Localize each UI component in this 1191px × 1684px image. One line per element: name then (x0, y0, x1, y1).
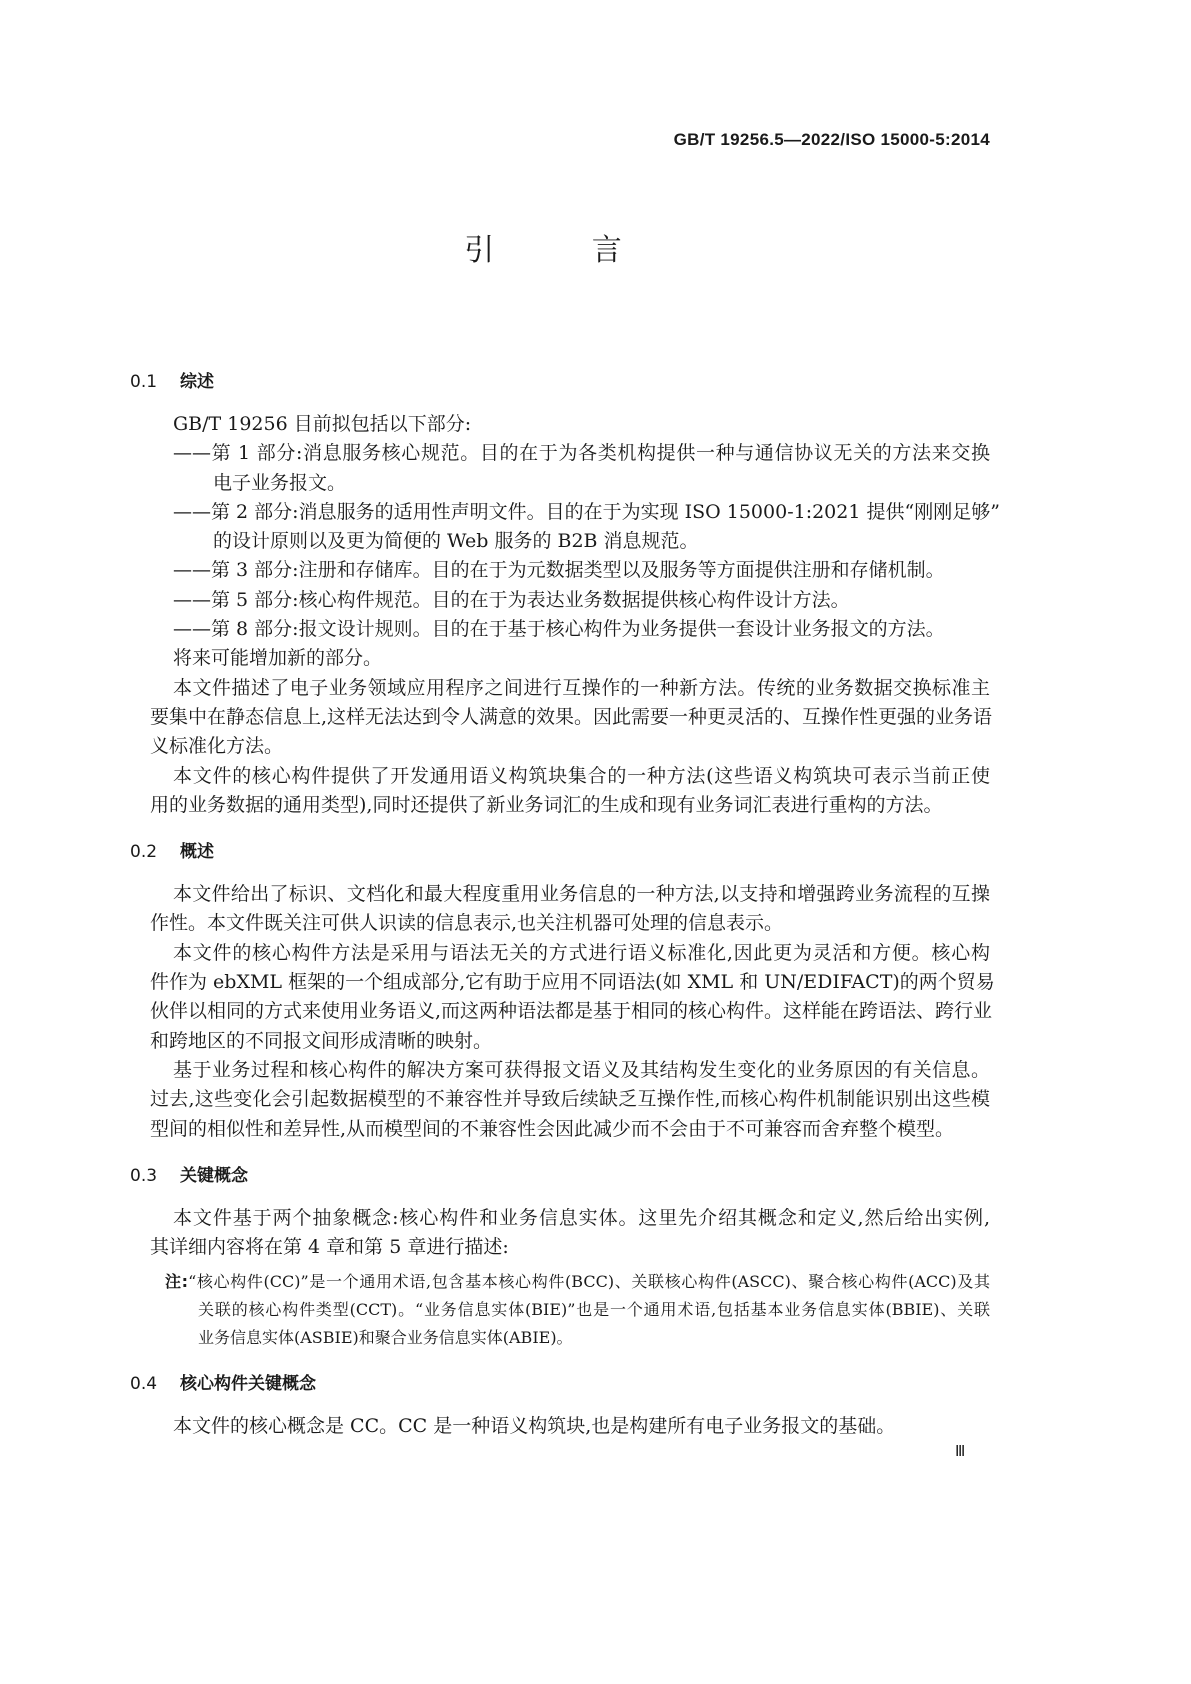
text-line: ——第 1 部分:消息服务核心规范。目的在于为各类机构提供一种与通信协议无关的方法来交换 (173, 442, 990, 465)
text-line: 型间的相似性和差异性,从而模型间的不兼容性会因此减少而不会由于不可兼容而舍弃整个模型。 (150, 1117, 955, 1140)
text-line: 义标准化方法。 (150, 735, 284, 758)
text-line: 关联的核心构件类型(CCT)。“业务信息实体(BIE)”也是一个通用术语,包括基本业务信息实体(BBIE)、关联 (198, 1300, 990, 1320)
text-line: 业务信息实体(ASBIE)和聚合业务信息实体(ABIE)。 (198, 1328, 573, 1348)
page-number: Ⅲ (955, 1444, 966, 1460)
text-line: 本文件的核心构件方法是采用与语法无关的方式进行语义标准化,因此更为灵活和方便。核心构 (173, 941, 990, 964)
text-line: 电子业务报文。 (213, 471, 347, 494)
note-label: 注: (165, 1272, 189, 1292)
list-item (130, 498, 1000, 557)
paragraph (130, 644, 990, 673)
text-line: 本文件给出了标识、文档化和最大程度重用业务信息的一种方法,以支持和增强跨业务流程的互操 (173, 883, 990, 906)
text-line: 用的业务数据的通用类型),同时还提供了新业务词汇的生成和现有业务词汇表进行重构的方法。 (150, 793, 943, 816)
section-heading (130, 1370, 990, 1399)
text-line: 要集中在静态信息上,这样无法达到令人满意的效果。因此需要一种更灵活的、互操作性更强的业务语 (150, 705, 993, 728)
text-line: GB/T 19256 目前拟包括以下部分: (173, 413, 472, 435)
section-number: 0.2 (130, 842, 158, 863)
text-line: 的设计原则以及更为简便的 Web 服务的 B2B 消息规范。 (213, 530, 699, 553)
page-title: 引 言 (464, 233, 666, 268)
text-line: 其详细内容将在第 4 章和第 5 章进行描述: (150, 1236, 509, 1259)
section-title: 综述 (180, 372, 214, 392)
section-heading (130, 838, 990, 867)
text-line: ——第 2 部分:消息服务的适用性声明文件。目的在于为实现 ISO 15000-1:2021 提供“刚刚足够” (173, 500, 1000, 523)
list-item (130, 556, 990, 585)
paragraph (130, 674, 993, 762)
text-line: ——第 8 部分:报文设计规则。目的在于基于核心构件为业务提供一套设计业务报文的方法。 (173, 618, 945, 641)
section-title: 关键概念 (180, 1165, 248, 1186)
section-title: 概述 (180, 842, 214, 863)
paragraph (130, 1056, 990, 1144)
text-line: 基于业务过程和核心构件的解决方案可获得报文语义及其结构发生变化的业务原因的有关信息。 (173, 1058, 990, 1081)
list-item (130, 615, 990, 644)
paragraph (130, 939, 995, 1056)
paragraph (130, 762, 990, 821)
document-header-standard-number: GB/T 19256.5—2022/ISO 15000-5:2014 (673, 130, 990, 149)
text-line: 本文件基于两个抽象概念:核心构件和业务信息实体。这里先介绍其概念和定义,然后给出实例, (173, 1206, 990, 1229)
section-heading (130, 368, 990, 397)
section-number: 0.4 (130, 1374, 158, 1395)
text-line: 过去,这些变化会引起数据模型的不兼容性并导致后续缺乏互操作性,而核心构件机制能识别出这些模 (150, 1088, 990, 1111)
section-title: 核心构件关键概念 (180, 1374, 316, 1395)
paragraph (130, 410, 990, 439)
text-line: 本文件的核心概念是 CC。CC 是一种语义构筑块,也是构建所有电子业务报文的基础。 (173, 1415, 896, 1438)
paragraph (130, 880, 990, 939)
list-item (130, 586, 990, 615)
text-line: ——第 5 部分:核心构件规范。目的在于为表达业务数据提供核心构件设计方法。 (173, 588, 850, 611)
list-item (130, 439, 990, 498)
paragraph (130, 1204, 990, 1263)
text-line: 作性。本文件既关注可供人识读的信息表示,也关注机器可处理的信息表示。 (150, 912, 784, 935)
text-line: 伙伴以相同的方式来使用业务语义,而这两种语法都是基于相同的核心构件。这样能在跨语法、跨行业 (150, 1000, 993, 1023)
text-line: 本文件描述了电子业务领域应用程序之间进行互操作的一种新方法。传统的业务数据交换标准主 (173, 676, 990, 699)
text-line: ——第 3 部分:注册和存储库。目的在于为元数据类型以及服务等方面提供注册和存储机制。 (173, 559, 945, 582)
document-body (130, 368, 1000, 1442)
text-line: 将来可能增加新的部分。 (173, 647, 383, 670)
section-number: 0.3 (130, 1165, 158, 1186)
text-line (165, 1268, 990, 1296)
text-line: 件作为 ebXML 框架的一个组成部分,它有助于应用不同语法(如 XML 和 UN/EDIFACT)的两个贸易 (150, 971, 995, 994)
paragraph (130, 1412, 990, 1441)
note-text: “核心构件(CC)”是一个通用术语,包含基本核心构件(BCC)、关联核心构件(ASCC)、聚合核心构件(ACC)及其 (188, 1272, 990, 1292)
section-number: 0.1 (130, 372, 158, 392)
note (130, 1268, 990, 1352)
text-line: 和跨地区的不同报文间形成清晰的映射。 (150, 1029, 493, 1052)
text-line: 本文件的核心构件提供了开发通用语义构筑块集合的一种方法(这些语义构筑块可表示当前正使 (173, 764, 990, 787)
section-heading (130, 1162, 990, 1191)
